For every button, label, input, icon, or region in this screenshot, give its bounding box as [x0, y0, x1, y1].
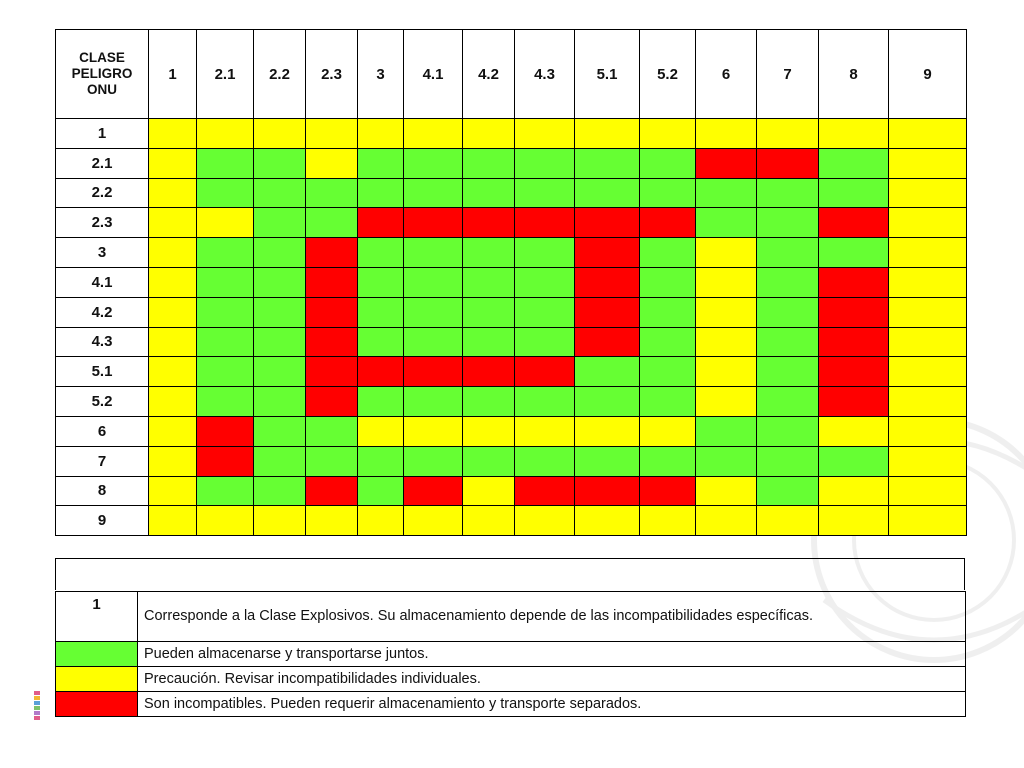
- matrix-cell: [819, 357, 889, 387]
- matrix-cell: [575, 446, 640, 476]
- row-header: 6: [56, 416, 149, 446]
- matrix-cell: [358, 506, 404, 536]
- matrix-cell: [757, 238, 819, 268]
- matrix-cell: [404, 208, 463, 238]
- corner-header: [56, 30, 149, 119]
- matrix-row: [56, 208, 967, 238]
- matrix-cell: [404, 119, 463, 149]
- matrix-cell: [254, 476, 306, 506]
- matrix-cell: [404, 297, 463, 327]
- matrix-cell: [889, 178, 967, 208]
- matrix-cell: [463, 506, 515, 536]
- column-header: 5.2: [640, 30, 696, 119]
- matrix-cell: [306, 357, 358, 387]
- matrix-cell: [889, 119, 967, 149]
- matrix-cell: [197, 357, 254, 387]
- legend-green-swatch: [56, 642, 138, 667]
- matrix-cell: [640, 267, 696, 297]
- matrix-cell: [197, 208, 254, 238]
- matrix-cell: [696, 506, 757, 536]
- matrix-cell: [819, 506, 889, 536]
- matrix-cell: [575, 148, 640, 178]
- matrix-cell: [358, 387, 404, 417]
- row-header: 2.1: [56, 148, 149, 178]
- matrix-cell: [696, 238, 757, 268]
- matrix-row: [56, 238, 967, 268]
- row-header: 4.1: [56, 267, 149, 297]
- matrix-cell: [358, 357, 404, 387]
- matrix-cell: [640, 119, 696, 149]
- matrix-cell: [575, 327, 640, 357]
- row-header: 4.3: [56, 327, 149, 357]
- legend-red-text: Son incompatibles. Pueden requerir almacenamiento y transporte separados.: [138, 692, 966, 717]
- matrix-row: [56, 178, 967, 208]
- matrix-cell: [757, 267, 819, 297]
- matrix-cell: [757, 446, 819, 476]
- column-header: 9: [889, 30, 967, 119]
- matrix-cell: [757, 387, 819, 417]
- matrix-cell: [306, 327, 358, 357]
- legend-class1-symbol: 1: [56, 592, 138, 642]
- legend-yellow-swatch: [56, 667, 138, 692]
- column-header: 1: [149, 30, 197, 119]
- matrix-cell: [404, 327, 463, 357]
- matrix-cell: [358, 148, 404, 178]
- matrix-cell: [254, 208, 306, 238]
- legend-row: [56, 692, 966, 717]
- matrix-cell: [889, 327, 967, 357]
- matrix-cell: [640, 238, 696, 268]
- matrix-cell: [696, 297, 757, 327]
- matrix-cell: [889, 387, 967, 417]
- legend-row: [56, 592, 966, 642]
- row-header: 2.3: [56, 208, 149, 238]
- column-header: 7: [757, 30, 819, 119]
- row-header: 2.2: [56, 178, 149, 208]
- matrix-cell: [404, 446, 463, 476]
- matrix-cell: [889, 238, 967, 268]
- matrix-cell: [640, 208, 696, 238]
- matrix-cell: [197, 119, 254, 149]
- matrix-cell: [254, 178, 306, 208]
- matrix-cell: [575, 387, 640, 417]
- legend-class1-text: Corresponde a la Clase Explosivos. Su almacenamiento depende de las incompatibilidades específicas.: [138, 592, 966, 642]
- matrix-cell: [197, 238, 254, 268]
- matrix-cell: [254, 506, 306, 536]
- matrix-cell: [640, 506, 696, 536]
- matrix-cell: [149, 357, 197, 387]
- matrix-cell: [757, 178, 819, 208]
- matrix-cell: [149, 506, 197, 536]
- matrix-cell: [306, 148, 358, 178]
- matrix-cell: [757, 357, 819, 387]
- matrix-cell: [757, 297, 819, 327]
- column-header: 2.1: [197, 30, 254, 119]
- matrix-cell: [696, 178, 757, 208]
- spacer-row: [55, 558, 965, 590]
- matrix-cell: [149, 238, 197, 268]
- matrix-cell: [757, 148, 819, 178]
- row-header: 3: [56, 238, 149, 268]
- matrix-cell: [197, 178, 254, 208]
- matrix-cell: [757, 208, 819, 238]
- matrix-cell: [819, 416, 889, 446]
- matrix-body: [56, 119, 967, 536]
- matrix-cell: [254, 297, 306, 327]
- matrix-cell: [149, 297, 197, 327]
- matrix-cell: [404, 148, 463, 178]
- matrix-cell: [696, 446, 757, 476]
- matrix-cell: [696, 148, 757, 178]
- column-header: 4.2: [463, 30, 515, 119]
- matrix-cell: [149, 119, 197, 149]
- matrix-cell: [515, 148, 575, 178]
- matrix-cell: [254, 446, 306, 476]
- matrix-row: [56, 476, 967, 506]
- legend-row: [56, 642, 966, 667]
- corner-header-line: PELIGRO: [71, 66, 133, 81]
- matrix-cell: [640, 327, 696, 357]
- matrix-cell: [515, 178, 575, 208]
- row-header: 9: [56, 506, 149, 536]
- matrix-cell: [358, 267, 404, 297]
- matrix-cell: [306, 446, 358, 476]
- legend-green-text: Pueden almacenarse y transportarse juntos.: [138, 642, 966, 667]
- matrix-cell: [404, 476, 463, 506]
- matrix-cell: [149, 476, 197, 506]
- matrix-cell: [819, 119, 889, 149]
- matrix-cell: [197, 148, 254, 178]
- matrix-cell: [197, 506, 254, 536]
- matrix-cell: [463, 357, 515, 387]
- matrix-cell: [515, 416, 575, 446]
- matrix-cell: [404, 387, 463, 417]
- matrix-cell: [515, 267, 575, 297]
- matrix-cell: [358, 297, 404, 327]
- column-header: 5.1: [575, 30, 640, 119]
- matrix-cell: [149, 148, 197, 178]
- matrix-row: [56, 327, 967, 357]
- matrix-cell: [149, 208, 197, 238]
- matrix-cell: [696, 208, 757, 238]
- matrix-cell: [404, 506, 463, 536]
- legend-table: [55, 591, 966, 717]
- matrix-cell: [197, 387, 254, 417]
- matrix-cell: [757, 327, 819, 357]
- matrix-cell: [575, 119, 640, 149]
- column-header: 2.2: [254, 30, 306, 119]
- matrix-cell: [404, 357, 463, 387]
- matrix-cell: [254, 327, 306, 357]
- matrix-cell: [358, 327, 404, 357]
- matrix-cell: [696, 327, 757, 357]
- column-header: 8: [819, 30, 889, 119]
- matrix-row: [56, 387, 967, 417]
- matrix-cell: [696, 267, 757, 297]
- matrix-cell: [306, 387, 358, 417]
- matrix-cell: [640, 357, 696, 387]
- matrix-cell: [889, 446, 967, 476]
- matrix-cell: [254, 416, 306, 446]
- matrix-cell: [358, 476, 404, 506]
- matrix-cell: [575, 476, 640, 506]
- matrix-cell: [696, 387, 757, 417]
- corner-header-line: CLASE: [79, 50, 125, 65]
- matrix-cell: [515, 387, 575, 417]
- matrix-cell: [463, 208, 515, 238]
- matrix-cell: [306, 238, 358, 268]
- matrix-cell: [463, 327, 515, 357]
- matrix-cell: [819, 476, 889, 506]
- matrix-cell: [757, 119, 819, 149]
- matrix-cell: [640, 416, 696, 446]
- matrix-cell: [640, 446, 696, 476]
- matrix-cell: [575, 506, 640, 536]
- matrix-cell: [640, 387, 696, 417]
- matrix-cell: [197, 446, 254, 476]
- row-header: 8: [56, 476, 149, 506]
- matrix-cell: [696, 119, 757, 149]
- matrix-cell: [404, 416, 463, 446]
- matrix-cell: [149, 267, 197, 297]
- matrix-cell: [358, 178, 404, 208]
- matrix-cell: [306, 297, 358, 327]
- matrix-cell: [515, 506, 575, 536]
- matrix-cell: [889, 297, 967, 327]
- matrix-cell: [640, 297, 696, 327]
- matrix-cell: [463, 387, 515, 417]
- row-header: 5.1: [56, 357, 149, 387]
- matrix-cell: [640, 476, 696, 506]
- matrix-cell: [358, 238, 404, 268]
- matrix-cell: [404, 238, 463, 268]
- matrix-cell: [358, 446, 404, 476]
- matrix-cell: [197, 267, 254, 297]
- matrix-cell: [889, 148, 967, 178]
- matrix-cell: [889, 476, 967, 506]
- matrix-cell: [254, 267, 306, 297]
- matrix-cell: [575, 238, 640, 268]
- column-header: 4.1: [404, 30, 463, 119]
- matrix-cell: [515, 119, 575, 149]
- row-header: 1: [56, 119, 149, 149]
- matrix-cell: [149, 327, 197, 357]
- matrix-cell: [889, 267, 967, 297]
- matrix-cell: [819, 148, 889, 178]
- matrix-cell: [149, 446, 197, 476]
- matrix-cell: [197, 327, 254, 357]
- matrix-row: [56, 267, 967, 297]
- matrix-cell: [515, 327, 575, 357]
- matrix-cell: [254, 357, 306, 387]
- matrix-row: [56, 297, 967, 327]
- matrix-cell: [819, 178, 889, 208]
- matrix-cell: [819, 208, 889, 238]
- legend-yellow-text: Precaución. Revisar incompatibilidades individuales.: [138, 667, 966, 692]
- matrix-cell: [575, 297, 640, 327]
- matrix-cell: [463, 446, 515, 476]
- matrix-cell: [696, 416, 757, 446]
- legend-red-swatch: [56, 692, 138, 717]
- matrix-row: [56, 506, 967, 536]
- matrix-cell: [254, 119, 306, 149]
- matrix-cell: [889, 416, 967, 446]
- matrix-cell: [819, 297, 889, 327]
- matrix-cell: [306, 208, 358, 238]
- row-header: 7: [56, 446, 149, 476]
- matrix-cell: [757, 506, 819, 536]
- matrix-cell: [306, 476, 358, 506]
- matrix-cell: [463, 476, 515, 506]
- matrix-cell: [463, 178, 515, 208]
- matrix-cell: [819, 267, 889, 297]
- matrix-cell: [463, 297, 515, 327]
- matrix-cell: [696, 476, 757, 506]
- matrix-cell: [306, 267, 358, 297]
- matrix-cell: [515, 446, 575, 476]
- matrix-cell: [197, 297, 254, 327]
- matrix-cell: [358, 208, 404, 238]
- matrix-cell: [197, 416, 254, 446]
- column-header: 2.3: [306, 30, 358, 119]
- matrix-cell: [696, 357, 757, 387]
- matrix-cell: [515, 357, 575, 387]
- matrix-cell: [819, 387, 889, 417]
- column-header: 6: [696, 30, 757, 119]
- matrix-cell: [254, 148, 306, 178]
- matrix-cell: [515, 297, 575, 327]
- matrix-cell: [149, 387, 197, 417]
- matrix-cell: [757, 416, 819, 446]
- matrix-cell: [149, 416, 197, 446]
- matrix-cell: [358, 416, 404, 446]
- logo-fragment-icon: [34, 690, 44, 730]
- matrix-cell: [254, 238, 306, 268]
- matrix-cell: [575, 416, 640, 446]
- matrix-cell: [640, 148, 696, 178]
- legend-row: [56, 667, 966, 692]
- matrix-cell: [306, 178, 358, 208]
- matrix-cell: [575, 178, 640, 208]
- matrix-cell: [757, 476, 819, 506]
- matrix-cell: [463, 267, 515, 297]
- matrix-cell: [889, 506, 967, 536]
- matrix-cell: [515, 476, 575, 506]
- matrix-cell: [819, 446, 889, 476]
- matrix-cell: [197, 476, 254, 506]
- matrix-cell: [819, 327, 889, 357]
- matrix-cell: [575, 267, 640, 297]
- matrix-cell: [149, 178, 197, 208]
- matrix-cell: [575, 208, 640, 238]
- matrix-cell: [404, 178, 463, 208]
- column-header: 3: [358, 30, 404, 119]
- matrix-cell: [463, 416, 515, 446]
- matrix-cell: [306, 119, 358, 149]
- corner-header-line: ONU: [87, 82, 117, 97]
- matrix-cell: [463, 148, 515, 178]
- matrix-row: [56, 119, 967, 149]
- matrix-cell: [819, 238, 889, 268]
- matrix-cell: [306, 416, 358, 446]
- matrix-row: [56, 446, 967, 476]
- matrix-row: [56, 148, 967, 178]
- matrix-cell: [463, 119, 515, 149]
- matrix-cell: [404, 267, 463, 297]
- matrix-row: [56, 357, 967, 387]
- matrix-cell: [640, 178, 696, 208]
- matrix-cell: [254, 387, 306, 417]
- matrix-cell: [515, 208, 575, 238]
- matrix-cell: [889, 208, 967, 238]
- column-header: 4.3: [515, 30, 575, 119]
- matrix-cell: [575, 357, 640, 387]
- matrix-cell: [306, 506, 358, 536]
- row-header: 5.2: [56, 387, 149, 417]
- row-header: 4.2: [56, 297, 149, 327]
- matrix-cell: [463, 238, 515, 268]
- compatibility-matrix: [55, 29, 967, 536]
- matrix-cell: [515, 238, 575, 268]
- matrix-row: [56, 416, 967, 446]
- matrix-cell: [358, 119, 404, 149]
- header-row: [56, 30, 967, 119]
- matrix-cell: [889, 357, 967, 387]
